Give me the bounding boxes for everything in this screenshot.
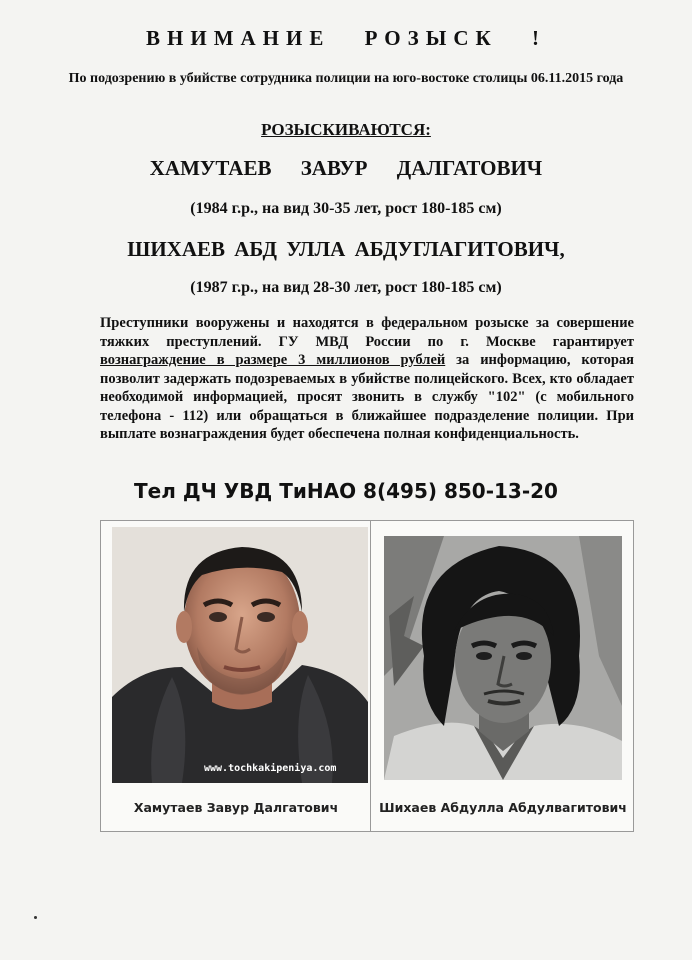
suspect-2-photo [384, 536, 622, 780]
contact-phone: Тел ДЧ УВД ТиНАО 8(495) 850-13-20 [134, 479, 558, 503]
suspect-1-photo [112, 527, 368, 783]
suspect-2-details: (1987 г.р., на вид 28-30 лет, рост 180-185 см) [190, 279, 502, 296]
suspect-1-details: (1984 г.р., на вид 30-35 лет, рост 180-185 см) [190, 200, 502, 217]
paper-speck [34, 916, 37, 919]
notice-body-part2: за информацию, которая позволит задержать подозреваемых в убийстве полицейского. Всех, кто обладает необходимой информацией, просят звонить в службу "102" (с мобильного телефона - 112) или обращаться в ближайшее подразделение полиции. При выплате вознаграждения будет обеспечена полная конфиденциальность. [100, 352, 634, 442]
suspect-2-caption: Шихаев Абдулла Абдулвагитович [379, 800, 627, 815]
suspect-1-name: ХАМУТАЕВ ЗАВУР ДАЛГАТОВИЧ [149, 156, 543, 180]
reward-text: вознаграждение в размере 3 миллионов рублей [100, 352, 446, 368]
notice-body-part1: Преступники вооружены и находятся в федеральном розыске за совершение тяжких преступлений. ГУ МВД России по г. Москве гарантирует [100, 315, 634, 350]
notice-body [100, 314, 634, 444]
photo-watermark: www.tochkakipeniya.com [204, 763, 337, 774]
poster-subtitle: По подозрению в убийстве сотрудника полиции на юго-востоке столицы 06.11.2015 года [68, 71, 624, 86]
poster-title: ВНИМАНИЕ РОЗЫСК ! [146, 26, 546, 50]
suspect-2-portrait-image [384, 536, 622, 780]
photo-divider [370, 520, 371, 832]
suspect-1-portrait-image [112, 527, 368, 783]
wanted-heading: РОЗЫСКИВАЮТСЯ: [261, 120, 431, 139]
suspect-2-name: ШИХАЕВ АБД УЛЛА АБДУГЛАГИТОВИЧ, [127, 237, 565, 261]
suspect-1-caption: Хамутаев Завур Далгатович [133, 800, 339, 815]
